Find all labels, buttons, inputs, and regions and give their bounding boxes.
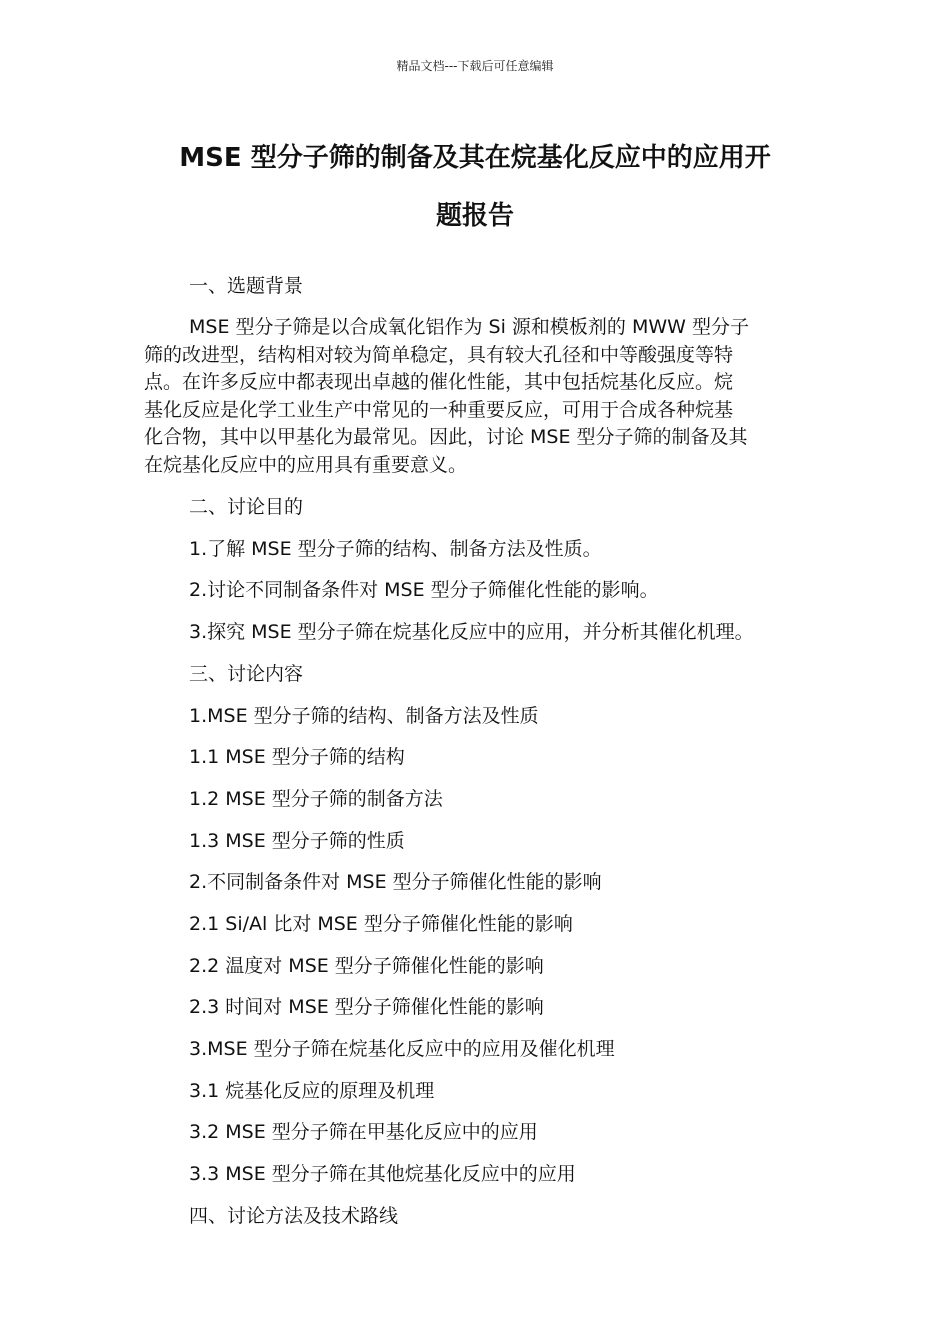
content-item: 1.1 MSE 型分子筛的结构 <box>189 746 405 768</box>
section-heading-methods: 四、讨论方法及技术路线 <box>189 1205 399 1227</box>
page-header-note: 精品文档---下载后可任意编辑 <box>396 59 554 73</box>
section-heading-contents: 三、讨论内容 <box>189 663 304 685</box>
document-title-line-2: 题报告 <box>435 201 514 231</box>
paragraph-line: 点。在许多反应中都表现出卓越的催化性能，其中包括烷基化反应。烷 <box>144 371 734 393</box>
section-heading-objectives: 二、讨论目的 <box>189 496 304 518</box>
paragraph-line: 在烷基化反应中的应用具有重要意义。 <box>144 453 468 476</box>
content-item: 2.不同制备条件对 MSE 型分子筛催化性能的影响 <box>189 871 602 893</box>
paragraph-line: MSE 型分子筛是以合成氧化铝作为 Si 源和模板剂的 MWW 型分子 <box>189 316 749 338</box>
content-item: 3.MSE 型分子筛在烷基化反应中的应用及催化机理 <box>189 1038 615 1060</box>
document-title-line-1: MSE 型分子筛的制备及其在烷基化反应中的应用开 <box>179 143 771 173</box>
content-item: 3.1 烷基化反应的原理及机理 <box>189 1080 435 1102</box>
background-paragraph <box>144 314 804 479</box>
content-item: 2.1 Si/Al 比对 MSE 型分子筛催化性能的影响 <box>189 913 573 935</box>
content-item: 2.2 温度对 MSE 型分子筛催化性能的影响 <box>189 955 544 977</box>
content-item: 3.2 MSE 型分子筛在甲基化反应中的应用 <box>189 1121 538 1143</box>
content-item: 2.3 时间对 MSE 型分子筛催化性能的影响 <box>189 996 544 1018</box>
content-item: 1.MSE 型分子筛的结构、制备方法及性质 <box>189 705 539 727</box>
objective-item: 2.讨论不同制备条件对 MSE 型分子筛催化性能的影响。 <box>189 579 659 601</box>
paragraph-line: 化合物，其中以甲基化为最常见。因此，讨论 MSE 型分子筛的制备及其 <box>144 426 748 448</box>
paragraph-line: 基化反应是化学工业生产中常见的一种重要反应，可用于合成各种烷基 <box>144 398 734 421</box>
section-heading-background: 一、选题背景 <box>189 275 304 297</box>
content-item: 1.3 MSE 型分子筛的性质 <box>189 830 405 852</box>
objective-item: 1.了解 MSE 型分子筛的结构、制备方法及性质。 <box>189 538 602 560</box>
objective-item: 3.探究 MSE 型分子筛在烷基化反应中的应用，并分析其催化机理。 <box>189 621 754 643</box>
content-item: 3.3 MSE 型分子筛在其他烷基化反应中的应用 <box>189 1163 576 1185</box>
content-item: 1.2 MSE 型分子筛的制备方法 <box>189 788 443 810</box>
paragraph-line: 筛的改进型，结构相对较为简单稳定，具有较大孔径和中等酸强度等特 <box>144 343 734 366</box>
